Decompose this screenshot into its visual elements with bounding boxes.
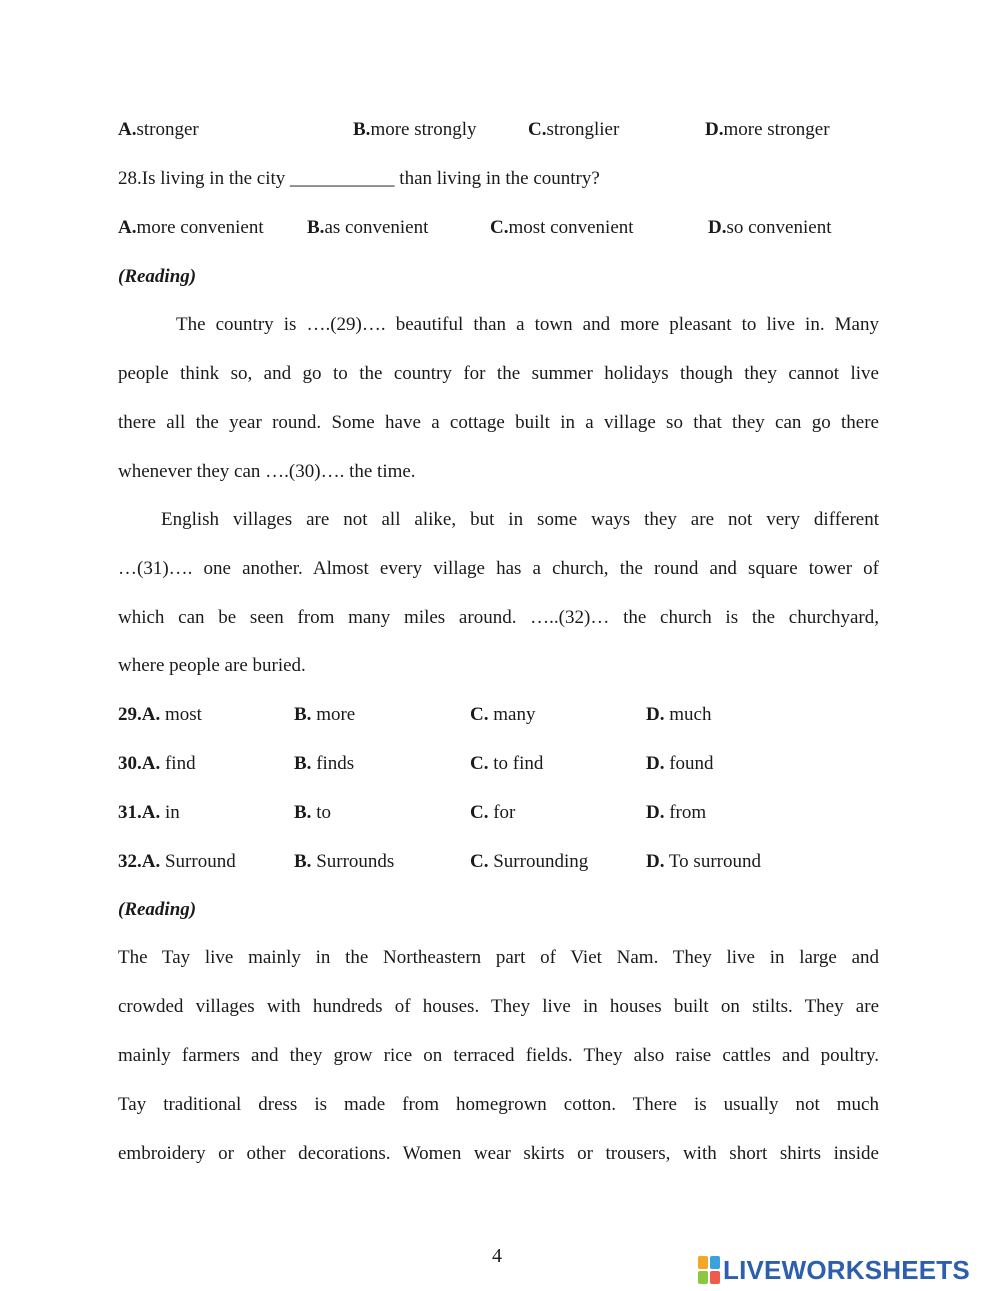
q31-option-a: 31.A. in xyxy=(118,802,180,823)
logo-tile-icon xyxy=(710,1271,720,1284)
q31-option-b: B. to xyxy=(294,802,331,823)
q28-option-a: A.more convenient xyxy=(118,217,264,238)
q28-option-c: C.most convenient xyxy=(490,217,634,238)
reading2-line: crowded villages with hundreds of houses. They live in houses built on stilts. They are xyxy=(118,996,879,1017)
reading1-line: …(31)…. one another. Almost every village has a church, the round and square tower of xyxy=(118,558,879,579)
q31-option-c: C. for xyxy=(470,802,516,823)
q30-option-a: 30.A. find xyxy=(118,753,196,774)
reading1-line: The country is ….(29)…. beautiful than a town and more pleasant to live in. Many xyxy=(176,314,879,335)
q27-option-b: B.more strongly xyxy=(353,119,477,140)
reading2-line: Tay traditional dress is made from homegrown cotton. There is usually not much xyxy=(118,1094,879,1115)
reading1-heading: (Reading) xyxy=(118,266,197,287)
q29-option-b: B. more xyxy=(294,704,356,725)
q30-option-b: B. finds xyxy=(294,753,355,774)
logo-tile-icon xyxy=(710,1256,720,1269)
reading1-line: people think so, and go to the country for the summer holidays though they cannot live xyxy=(118,363,879,384)
q30-option-c: C. to find xyxy=(470,753,544,774)
q32-option-d: D. To surround xyxy=(646,851,761,872)
q30-option-d: D. found xyxy=(646,753,714,774)
q32-option-b: B. Surrounds xyxy=(294,851,395,872)
q27-option-c: C.stronglier xyxy=(528,119,620,140)
q31-option-d: D. from xyxy=(646,802,707,823)
q29-option-c: C. many xyxy=(470,704,536,725)
reading2-line: embroidery or other decorations. Women wear skirts or trousers, with short shirts inside xyxy=(118,1143,879,1164)
q28-option-d: D.so convenient xyxy=(708,217,832,238)
q28-option-b: B.as convenient xyxy=(307,217,429,238)
reading1-line: there all the year round. Some have a cottage built in a village so that they can go there xyxy=(118,412,879,433)
reading2-heading: (Reading) xyxy=(118,899,197,920)
reading1-line: where people are buried. xyxy=(118,655,306,676)
page-number: 4 xyxy=(492,1245,502,1267)
q29-option-a: 29.A. most xyxy=(118,704,202,725)
q32-option-a: 32.A. Surround xyxy=(118,851,236,872)
q27-option-a: A.stronger xyxy=(118,119,199,140)
reading1-line: whenever they can ….(30)…. the time. xyxy=(118,461,416,482)
reading2-line: The Tay live mainly in the Northeastern part of Viet Nam. They live in large and xyxy=(118,947,879,968)
q32-option-c: C. Surrounding xyxy=(470,851,589,872)
logo-tile-icon xyxy=(698,1271,708,1284)
logo-grid-icon xyxy=(698,1256,720,1284)
reading1-line: English villages are not all alike, but in some ways they are not very different xyxy=(161,509,879,530)
logo-tile-icon xyxy=(698,1256,708,1269)
q28-question: 28.Is living in the city ___________ than living in the country? xyxy=(118,168,600,189)
reading2-line: mainly farmers and they grow rice on terraced fields. They also raise cattles and poultry. xyxy=(118,1045,879,1066)
q27-option-d: D.more stronger xyxy=(705,119,830,140)
logo-text: LIVEWORKSHEETS xyxy=(723,1255,970,1285)
reading1-line: which can be seen from many miles around. …..(32)… the church is the churchyard, xyxy=(118,607,879,628)
liveworksheets-logo xyxy=(698,1256,970,1284)
q29-option-d: D. much xyxy=(646,704,712,725)
